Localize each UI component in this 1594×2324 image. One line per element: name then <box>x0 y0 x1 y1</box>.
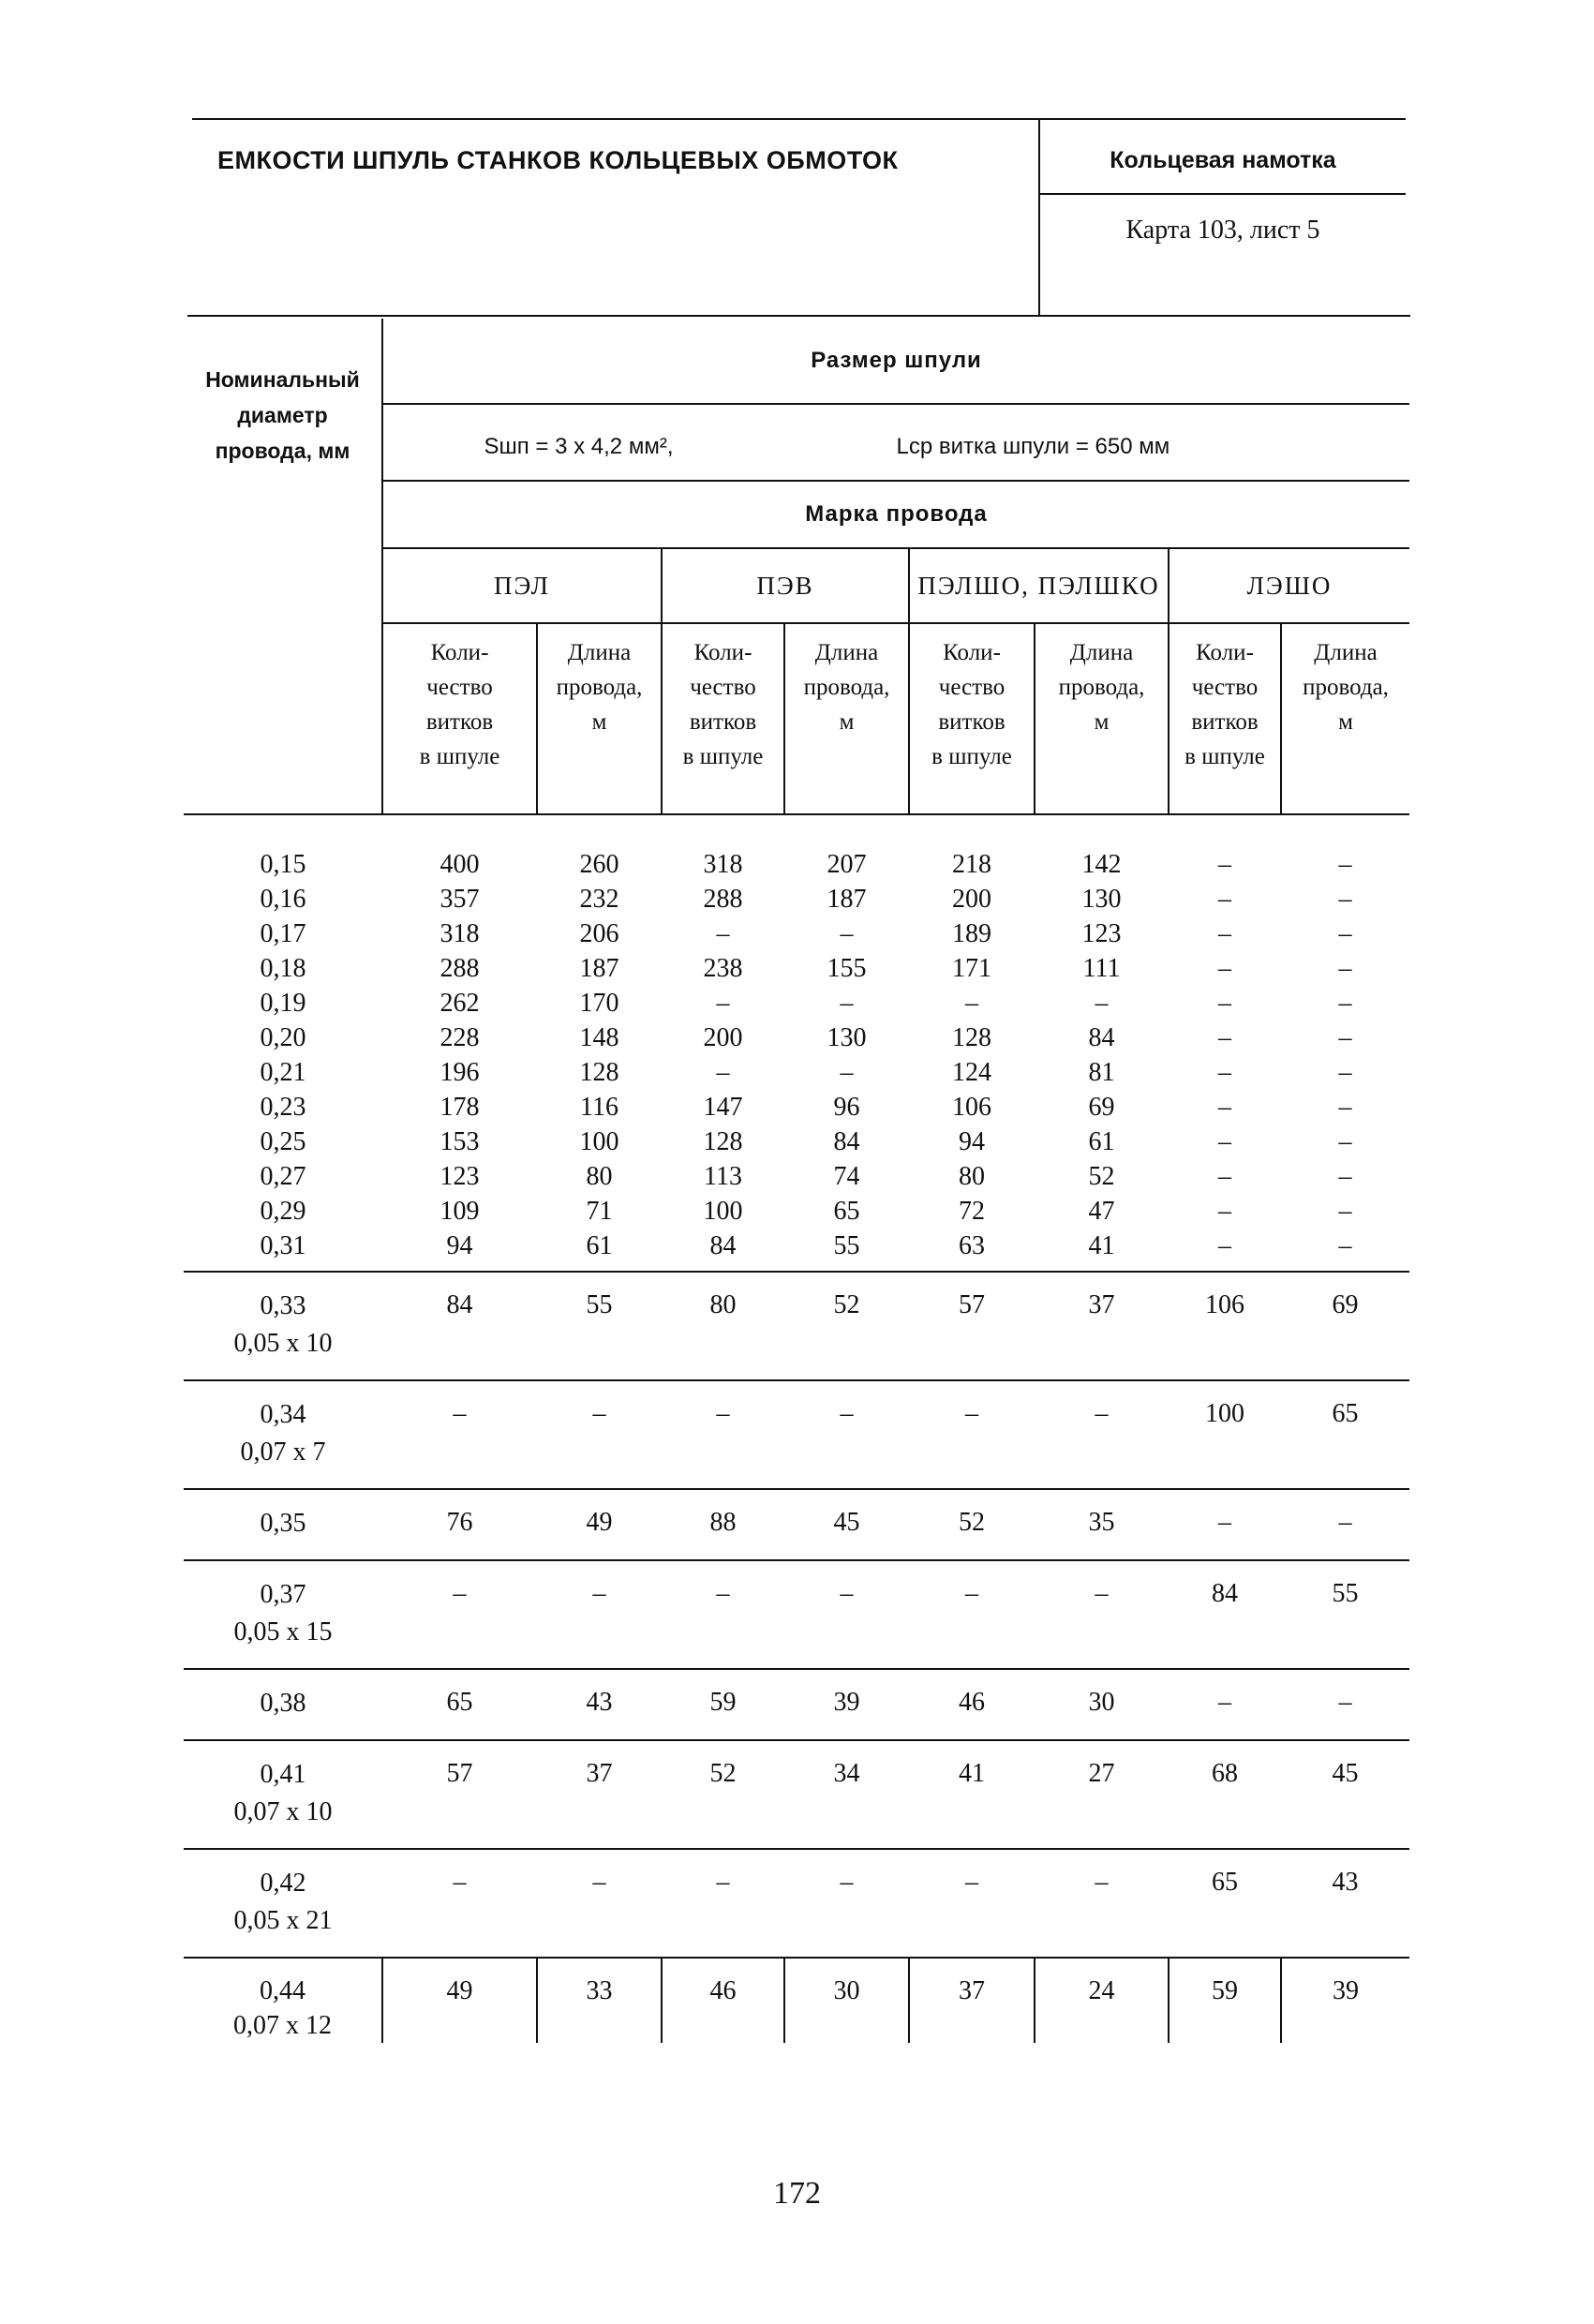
table-row <box>184 1849 1409 1958</box>
strand-spec: 0,05 x 10 <box>233 1329 333 1358</box>
value-cell: 84 <box>382 1272 537 1380</box>
value-cell: – <box>1218 1197 1231 1226</box>
value-cell: 260 <box>579 850 619 879</box>
value-cell: – <box>840 1058 854 1087</box>
diameter-cell: 0,15 <box>260 850 306 879</box>
diameter-cell <box>184 1272 382 1380</box>
turns-count-header-line: Коли- <box>943 640 1001 665</box>
value-cell: 123 <box>1081 919 1122 948</box>
diameter-value: 0,35 <box>260 1509 306 1538</box>
value-cell: – <box>909 1560 1035 1669</box>
value-cell: – <box>1218 1231 1231 1260</box>
value-cell: 232 <box>579 885 619 914</box>
diameter-value: 0,41 <box>260 1760 306 1789</box>
value-cell: 33 <box>537 1958 662 2043</box>
diameter-value: 0,33 <box>260 1291 306 1320</box>
value-cell: 187 <box>579 954 619 983</box>
table-row <box>184 1380 1409 1489</box>
value-cell: 100 <box>579 1127 619 1156</box>
value-cell: – <box>1095 989 1109 1018</box>
value-cell: 41 <box>1088 1231 1115 1260</box>
value-cell: 35 <box>1035 1489 1169 1560</box>
diameter-cell: 0,21 <box>260 1058 306 1087</box>
table-row <box>184 1489 1409 1560</box>
diameter-cell: 0,27 <box>260 1162 306 1191</box>
value-cell: 84 <box>833 1127 860 1156</box>
diameter-value: 0,42 <box>260 1869 306 1898</box>
document-title: ЕМКОСТИ ШПУЛЬ СТАНКОВ КОЛЬЦЕВЫХ ОБМОТОК <box>217 146 899 174</box>
table-row <box>184 1272 1409 1380</box>
turns-count-header-line: в шпуле <box>1184 744 1265 769</box>
value-cell: – <box>1169 1489 1281 1560</box>
diameter-cell <box>184 1560 382 1669</box>
turns-count-header-line: в шпуле <box>419 744 500 769</box>
turns-count-header-line: в шпуле <box>931 744 1012 769</box>
value-cell: 400 <box>439 850 480 879</box>
wire-mark-title: Марка провода <box>382 481 1409 548</box>
value-cell: – <box>1338 1093 1352 1122</box>
diameter-cell: 0,16 <box>260 885 306 914</box>
value-cell: 55 <box>537 1272 662 1380</box>
diameter-cell <box>184 1958 382 2043</box>
diameter-cell: 0,20 <box>260 1023 306 1052</box>
value-cell: 39 <box>1281 1958 1409 2043</box>
section-label: Кольцевая намотка <box>1110 147 1336 173</box>
value-cell: 27 <box>1035 1740 1169 1849</box>
value-cell: 81 <box>1088 1058 1115 1087</box>
table-row <box>184 916 1409 951</box>
value-cell: – <box>1218 885 1231 914</box>
spool-formula <box>382 404 1409 481</box>
value-cell: – <box>784 1849 909 1958</box>
value-cell: – <box>662 1380 784 1489</box>
value-cell: 206 <box>579 919 619 948</box>
diameter-cell: 0,25 <box>260 1127 306 1156</box>
strand-spec: 0,07 x 7 <box>240 1438 326 1467</box>
value-cell: 37 <box>909 1958 1035 2043</box>
wire-length-header <box>784 623 909 814</box>
table-row <box>184 1669 1409 1740</box>
value-cell: 178 <box>439 1093 480 1122</box>
diameter-cell <box>184 1380 382 1489</box>
value-cell: 65 <box>382 1669 537 1740</box>
value-cell: 37 <box>537 1740 662 1849</box>
value-cell: 37 <box>1035 1272 1169 1380</box>
turns-count-header-line: Коли- <box>693 640 752 665</box>
value-cell: – <box>1218 1023 1231 1052</box>
value-cell: 109 <box>439 1197 480 1226</box>
table-row <box>184 1090 1409 1125</box>
value-cell: 238 <box>703 954 743 983</box>
value-cell: 65 <box>1281 1380 1409 1489</box>
wire-length-header-line: Длина <box>567 640 632 665</box>
diameter-cell: 0,29 <box>260 1197 306 1226</box>
value-cell: 30 <box>1035 1669 1169 1740</box>
value-cell: – <box>1338 1023 1352 1052</box>
value-cell: 80 <box>662 1272 784 1380</box>
value-cell: – <box>1218 1058 1231 1087</box>
turns-count-header <box>662 623 784 814</box>
value-cell: 43 <box>537 1669 662 1740</box>
strand-spec: 0,05 x 21 <box>233 1906 333 1935</box>
turns-count-header-line: Коли- <box>1196 640 1254 665</box>
value-cell: 153 <box>439 1127 480 1156</box>
value-cell: – <box>1035 1849 1169 1958</box>
value-cell: – <box>1218 919 1231 948</box>
value-cell: – <box>965 989 978 1018</box>
value-cell: – <box>1218 989 1231 1018</box>
value-cell: 130 <box>827 1023 867 1052</box>
value-cell: 74 <box>833 1162 860 1191</box>
value-cell: 52 <box>784 1272 909 1380</box>
value-cell: 207 <box>827 850 867 879</box>
value-cell: – <box>537 1560 662 1669</box>
value-cell: 200 <box>703 1023 743 1052</box>
value-cell: 57 <box>909 1272 1035 1380</box>
value-cell: 69 <box>1088 1093 1115 1122</box>
value-cell: – <box>1338 954 1352 983</box>
value-cell: – <box>1218 954 1231 983</box>
table-row <box>184 1125 1409 1159</box>
value-cell: – <box>1169 1669 1281 1740</box>
group-header-pev: ПЭВ <box>662 548 909 623</box>
value-cell: – <box>1035 1560 1169 1669</box>
value-cell: 84 <box>1088 1023 1115 1052</box>
diameter-value: 0,37 <box>260 1580 306 1609</box>
value-cell: 116 <box>580 1093 618 1122</box>
wire-length-header-line: провода, <box>803 675 890 700</box>
card-label: Карта 103, лист 5 <box>1125 216 1320 245</box>
value-cell: 61 <box>586 1231 613 1260</box>
capacity-table-container <box>184 319 1409 2043</box>
value-cell: – <box>382 1849 537 1958</box>
turns-count-header-line: витков <box>689 709 757 735</box>
group-header-pel: ПЭЛ <box>382 548 662 623</box>
value-cell: – <box>662 1560 784 1669</box>
value-cell: 59 <box>662 1669 784 1740</box>
value-cell: 76 <box>382 1489 537 1560</box>
value-cell: 123 <box>439 1162 480 1191</box>
header-top-rule <box>192 118 1406 120</box>
wire-length-header <box>1281 623 1409 814</box>
value-cell: 45 <box>1281 1740 1409 1849</box>
value-cell: 43 <box>1281 1849 1409 1958</box>
table-row <box>184 986 1409 1020</box>
table-row <box>184 1560 1409 1669</box>
value-cell: 228 <box>439 1023 480 1052</box>
value-cell: – <box>1218 1093 1231 1122</box>
value-cell: 262 <box>439 989 480 1018</box>
diameter-cell: 0,17 <box>260 919 306 948</box>
value-cell: 84 <box>709 1231 737 1260</box>
turns-count-header-line: Коли- <box>430 640 489 665</box>
diameter-cell: 0,23 <box>260 1093 306 1122</box>
wire-length-header-line: провода, <box>1303 675 1389 700</box>
value-cell: 49 <box>382 1958 537 2043</box>
group-header-lesho: ЛЭШО <box>1169 548 1409 623</box>
diameter-cell: 0,18 <box>260 954 306 983</box>
diameter-cell: 0,19 <box>260 989 306 1018</box>
value-cell: 106 <box>952 1093 991 1122</box>
value-cell: 155 <box>827 954 867 983</box>
value-cell: – <box>1218 1127 1231 1156</box>
turns-count-header-line: чество <box>690 675 756 700</box>
header-mid-rule <box>1040 193 1406 195</box>
wire-length-header-line: провода, <box>556 675 643 700</box>
value-cell: – <box>1338 1127 1352 1156</box>
value-cell: 288 <box>439 954 480 983</box>
wire-length-header-line: м <box>1094 709 1110 735</box>
value-cell: 128 <box>952 1023 991 1052</box>
value-cell: 218 <box>952 850 991 879</box>
diameter-cell <box>184 1740 382 1849</box>
value-cell: 49 <box>537 1489 662 1560</box>
value-cell: 88 <box>662 1489 784 1560</box>
value-cell: 59 <box>1169 1958 1281 2043</box>
value-cell: 47 <box>1088 1197 1115 1226</box>
turns-count-header-line: в шпуле <box>682 744 764 769</box>
wire-length-header-line: Длина <box>1314 640 1378 665</box>
diameter-header <box>184 319 382 814</box>
wire-length-header-line: м <box>1338 709 1353 735</box>
turns-count-header-line: чество <box>1191 675 1259 700</box>
turns-count-header-line: витков <box>938 709 1006 735</box>
value-cell: – <box>382 1560 537 1669</box>
value-cell: 45 <box>784 1489 909 1560</box>
value-cell: – <box>716 919 730 948</box>
value-cell: 189 <box>952 919 991 948</box>
value-cell: 130 <box>1081 885 1122 914</box>
value-cell: – <box>840 989 854 1018</box>
value-cell: 142 <box>1081 850 1122 879</box>
diameter-cell <box>184 1849 382 1958</box>
value-cell: – <box>1338 1231 1352 1260</box>
value-cell: 46 <box>662 1958 784 2043</box>
spool-size-title: Размер шпули <box>382 319 1409 404</box>
table-row <box>184 882 1409 916</box>
table-row <box>184 1229 1409 1272</box>
value-cell: 200 <box>952 885 991 914</box>
diameter-value: 0,38 <box>260 1689 306 1718</box>
value-cell: 94 <box>959 1127 985 1156</box>
value-cell: 196 <box>439 1058 480 1087</box>
value-cell: 34 <box>784 1740 909 1849</box>
value-cell: 100 <box>703 1197 743 1226</box>
value-cell: 30 <box>784 1958 909 2043</box>
value-cell: 46 <box>909 1669 1035 1740</box>
value-cell: 63 <box>959 1231 985 1260</box>
table-row <box>184 1055 1409 1090</box>
value-cell: – <box>662 1849 784 1958</box>
value-cell: 69 <box>1281 1272 1409 1380</box>
value-cell: 57 <box>382 1740 537 1849</box>
value-cell: 171 <box>952 954 991 983</box>
value-cell: 128 <box>579 1058 619 1087</box>
wire-length-header-line: м <box>839 709 855 735</box>
value-cell: – <box>909 1380 1035 1489</box>
turns-count-header <box>382 623 537 814</box>
value-cell: – <box>1338 885 1352 914</box>
value-cell: – <box>1218 850 1231 879</box>
value-cell: – <box>1218 1162 1231 1191</box>
turns-count-header-line: витков <box>1191 709 1259 735</box>
strand-spec: 0,07 x 12 <box>233 2011 332 2040</box>
value-cell: 288 <box>703 885 743 914</box>
diameter-cell <box>184 1489 382 1560</box>
value-cell: – <box>1338 850 1352 879</box>
value-cell: – <box>716 1058 730 1087</box>
spool-area-formula: Sшп = 3 x 4,2 мм², <box>484 433 674 459</box>
value-cell: – <box>784 1380 909 1489</box>
value-cell: – <box>1338 989 1352 1018</box>
turns-count-header-line: чество <box>426 675 493 700</box>
table-row <box>184 1159 1409 1194</box>
strand-spec: 0,07 x 10 <box>233 1797 333 1826</box>
value-cell: – <box>1035 1380 1169 1489</box>
diameter-header-line: Номинальный <box>205 367 360 392</box>
value-cell: – <box>1338 1162 1352 1191</box>
value-cell: – <box>1338 1197 1352 1226</box>
turns-count-header <box>909 623 1035 814</box>
turns-count-header-line: чество <box>938 675 1006 700</box>
turn-length-formula: Lср витка шпули = 650 мм <box>896 433 1170 459</box>
value-cell: 68 <box>1169 1740 1281 1849</box>
value-cell: 187 <box>827 885 867 914</box>
value-cell: – <box>1281 1489 1409 1560</box>
diameter-cell <box>184 1669 382 1740</box>
header-bottom-rule <box>187 315 1410 317</box>
diameter-header-line: провода, мм <box>215 439 350 463</box>
value-cell: 124 <box>952 1058 991 1087</box>
table-row <box>184 951 1409 986</box>
value-cell: 80 <box>586 1162 613 1191</box>
wire-length-header <box>537 623 662 814</box>
value-cell: 113 <box>704 1162 742 1191</box>
table-row <box>184 1194 1409 1229</box>
value-cell: 147 <box>703 1093 743 1122</box>
value-cell: 148 <box>579 1023 619 1052</box>
value-cell: 41 <box>909 1740 1035 1849</box>
value-cell: 65 <box>833 1197 860 1226</box>
value-cell: 65 <box>1169 1849 1281 1958</box>
value-cell: 318 <box>703 850 743 879</box>
value-cell: 94 <box>446 1231 473 1260</box>
table-row <box>184 1958 1409 2043</box>
diameter-cell: 0,31 <box>260 1231 306 1260</box>
value-cell: 111 <box>1082 954 1121 983</box>
value-cell: 357 <box>439 885 480 914</box>
value-cell: 106 <box>1169 1272 1281 1380</box>
value-cell: 55 <box>833 1231 860 1260</box>
value-cell: 71 <box>586 1197 613 1226</box>
value-cell: – <box>840 919 854 948</box>
value-cell: 128 <box>703 1127 743 1156</box>
value-cell: 52 <box>909 1489 1035 1560</box>
value-cell: – <box>1338 919 1352 948</box>
wire-length-header-line: Длина <box>1069 640 1134 665</box>
value-cell: 100 <box>1169 1380 1281 1489</box>
value-cell: 24 <box>1035 1958 1169 2043</box>
value-cell: 96 <box>833 1093 860 1122</box>
diameter-value: 0,44 <box>260 1976 305 2005</box>
value-cell: 61 <box>1088 1127 1115 1156</box>
value-cell: – <box>382 1380 537 1489</box>
value-cell: 72 <box>959 1197 985 1226</box>
value-cell: – <box>537 1849 662 1958</box>
value-cell: – <box>537 1380 662 1489</box>
wire-length-header-line: провода, <box>1058 675 1145 700</box>
table-row <box>184 814 1409 882</box>
group-header-pelsho: ПЭЛШО, ПЭЛШКО <box>909 548 1169 623</box>
table-body <box>184 814 1409 2043</box>
strand-spec: 0,05 x 15 <box>233 1617 333 1646</box>
page-number: 172 <box>773 2176 821 2211</box>
wire-length-header-line: Длина <box>814 640 879 665</box>
value-cell: 318 <box>439 919 480 948</box>
value-cell: 39 <box>784 1669 909 1740</box>
diameter-header-line: диаметр <box>237 403 328 427</box>
value-cell: 84 <box>1169 1560 1281 1669</box>
wire-length-header-line: м <box>591 709 607 735</box>
table-row <box>184 1020 1409 1055</box>
turns-count-header-line: витков <box>425 709 494 735</box>
value-cell: – <box>909 1849 1035 1958</box>
diameter-value: 0,34 <box>260 1400 306 1429</box>
value-cell: – <box>1338 1058 1352 1087</box>
value-cell: 52 <box>1088 1162 1115 1191</box>
value-cell: – <box>716 989 730 1018</box>
table-row <box>184 1740 1409 1849</box>
capacity-table <box>184 319 1409 2043</box>
wire-length-header <box>1035 623 1169 814</box>
turns-count-header <box>1169 623 1281 814</box>
value-cell: 55 <box>1281 1560 1409 1669</box>
value-cell: 52 <box>662 1740 784 1849</box>
value-cell: – <box>784 1560 909 1669</box>
value-cell: 80 <box>959 1162 985 1191</box>
value-cell: – <box>1281 1669 1409 1740</box>
value-cell: 170 <box>579 989 619 1018</box>
